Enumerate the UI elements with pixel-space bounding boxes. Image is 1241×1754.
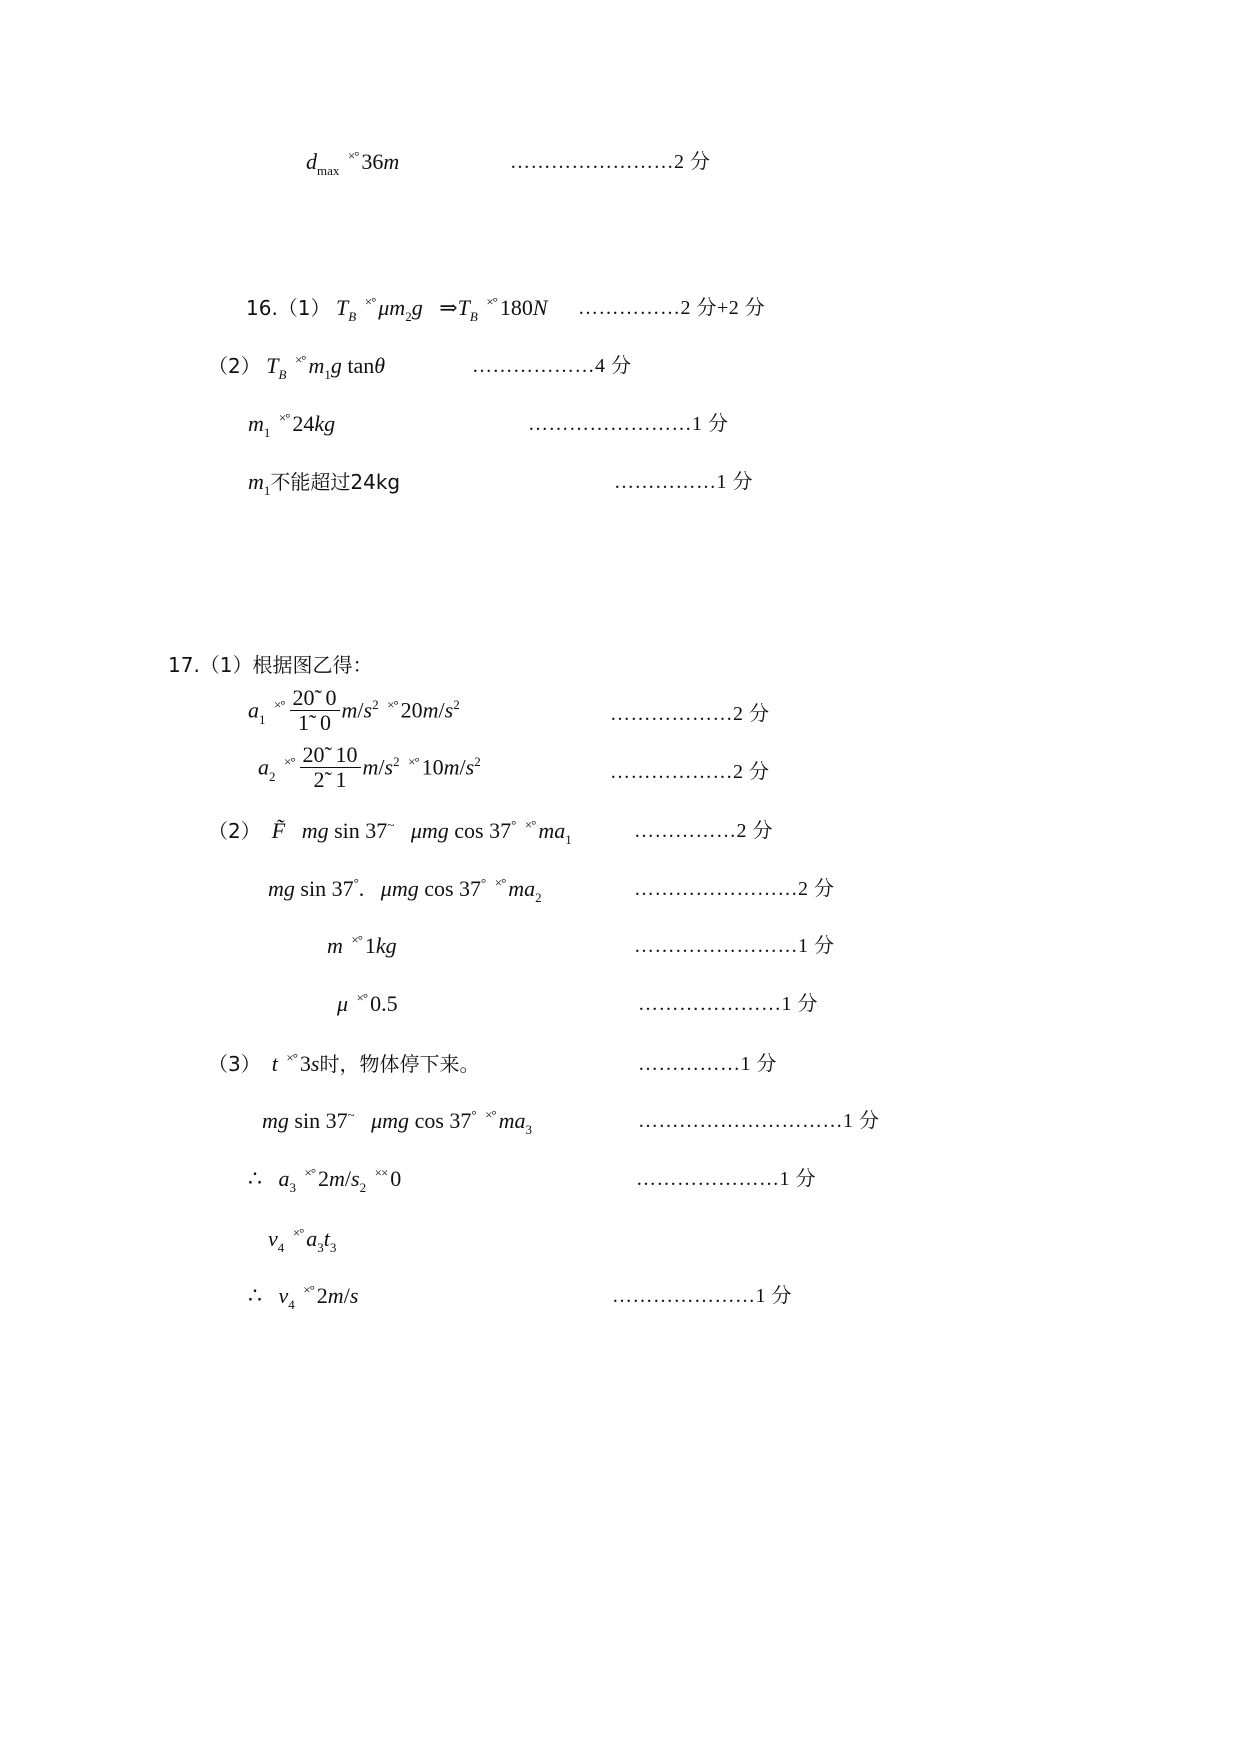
equation-16-2: （2） $T_B$ ×° $m_1g$ tanθ	[208, 352, 386, 382]
score-line-7: ………………2 分	[610, 703, 770, 725]
score-line-12: …………………1 分	[638, 993, 818, 1015]
question-label-17-2: （2）	[208, 819, 261, 843]
score-line-13: ……………1 分	[638, 1053, 777, 1075]
score-line-10: ……………………2 分	[634, 878, 835, 900]
equation-16-1: 16.（1） $T_B$ ×° $\mu m_2g$ $\Rightarrow T_B$ ×° 180N	[246, 294, 548, 324]
equation-17-3-third: mg sin 37~ μmg cos 37° ×° $ma_3$	[262, 1107, 533, 1137]
equation-17-3-time: （3） t ×° 3s时，物体停下来。	[208, 1050, 480, 1076]
score-line-14: …………………………1 分	[638, 1110, 880, 1132]
score-line-1: ……………………2 分	[510, 151, 711, 173]
equation-17-2-first: （2） F̃ mg sin 37~ μmg cos 37° ×° $ma_1$	[208, 817, 572, 847]
score-line-4: ……………………1 分	[528, 413, 729, 435]
question-label-17-3: （3）	[208, 1052, 261, 1076]
score-line-16: …………………1 分	[612, 1285, 792, 1307]
equation-17-2-second: mg sin 37°. μmg cos 37° ×° $ma_2$	[268, 875, 542, 905]
question-label-17-1: 17.（1）根据图乙得：	[168, 653, 373, 677]
equation-a1: $a_1$ ×° $\frac{20̃ 0}{1̃ 0}$ $m/s^2$ ×° $20m/s^2$	[248, 685, 460, 735]
stop-text: 时，物体停下来。	[319, 1052, 480, 1076]
conclusion-text: 不能超过24kg	[270, 470, 401, 494]
equation-v4-formula: $v_4$ ×° $a_3t_3$	[268, 1225, 337, 1255]
score-line-5: ……………1 分	[614, 471, 753, 493]
equation-a2: $a_2$ ×° $\frac{20̃ 10}{2̃ 1}$ $m/s^2$ ×° $10m/s^2$	[258, 742, 481, 792]
equation-a3: ∴ $a_3$ ×° $2m/s_2$ ×× 0	[248, 1165, 402, 1195]
question-label-16-1: 16.（1）	[246, 296, 331, 320]
equation-v4-value: ∴ $v_4$ ×° 2m/s	[248, 1282, 359, 1312]
score-line-15: …………………1 分	[636, 1168, 816, 1190]
equation-d-max: $d_{max}$ ×° 36m	[306, 148, 400, 178]
conclusion-m1-limit: $m_1$不能超过24kg	[248, 469, 401, 498]
score-line-11: ……………………1 分	[634, 935, 835, 957]
equation-m1-value: $m_1$ ×° 24kg	[248, 410, 336, 440]
equation-mass: m ×° 1kg	[327, 932, 397, 958]
question-label-16-2: （2）	[208, 354, 261, 378]
score-line-2: ……………2 分+2 分	[578, 297, 766, 319]
score-line-3: ………………4 分	[472, 355, 632, 377]
score-line-9: ……………2 分	[634, 820, 773, 842]
score-line-8: ………………2 分	[610, 761, 770, 783]
equation-mu: μ ×° 0.5	[337, 990, 398, 1016]
